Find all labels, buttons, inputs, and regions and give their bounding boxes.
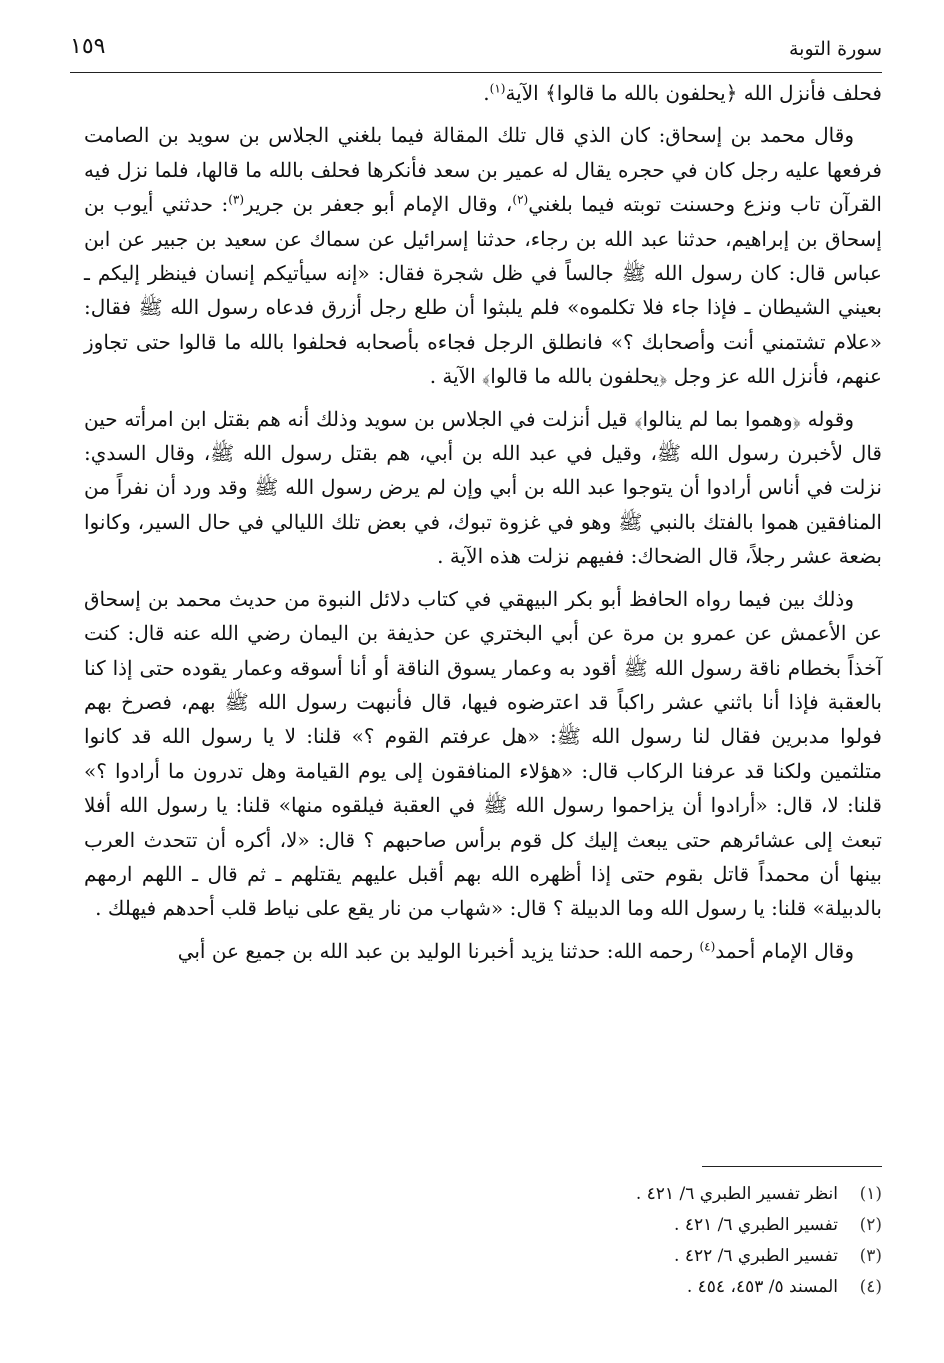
footnote-text: تفسير الطبري ٦/ ٤٢١ . (674, 1215, 838, 1235)
surah-title: سورة التوبة (789, 38, 882, 60)
paragraph-3 (84, 402, 882, 574)
footnote-text: المسند ٥/ ٤٥٣، ٤٥٤ . (686, 1277, 838, 1297)
footnote-2 (84, 1210, 882, 1241)
paragraph-text: وقال محمد بن إسحاق: كان الذي قال تلك المقالة فيما بلغني الجلاس بن سويد بن الصامت فرفعها عليه رجل كان في حجره يقال له عمير بن سعد فأنكرها فحلف بالله ما قالها، فلما نزل فيه القرآن تاب ونزع وحسنت توبته فيما بلغني (84, 123, 882, 217)
paragraph-2 (84, 118, 882, 393)
main-text (84, 76, 882, 976)
paragraph-text: رحمه الله: حدثنا يزيد أخبرنا الوليد بن عبد الله بن جميع عن أبي (177, 938, 694, 963)
footnote-number: (٢) (859, 1215, 882, 1235)
paragraph-5 (84, 934, 882, 968)
footnote-ref-1: (١) (489, 81, 506, 96)
paragraph-text: فحلف فأنزل الله ﴿يحلفون بالله ما قالوا﴾ الآية (505, 81, 882, 105)
footnotes (84, 1166, 882, 1303)
footnote-ref-2: (٢) (512, 192, 529, 207)
paragraph-1: فحلف فأنزل الله ﴿يحلفون بالله ما قالوا﴾ الآية$^{(١)}$. (483, 81, 882, 105)
footnote-4 (84, 1272, 882, 1303)
footnote-1 (84, 1179, 882, 1210)
footnote-divider (702, 1166, 882, 1167)
paragraph-4 (84, 582, 882, 926)
footnote-text: تفسير الطبري ٦/ ٤٢٢ . (674, 1246, 838, 1266)
footnote-number: (١) (859, 1184, 882, 1204)
footnote-number: (٤) (859, 1277, 882, 1297)
footnote-3 (84, 1241, 882, 1272)
paragraph-text: وقوله ﴿وهموا بما لم ينالوا﴾ قيل أنزلت في الجلاس بن سويد وذلك أنه هم بقتل ابن امرأته حين قال لأخبرن رسول الله ﷺ، وقيل في عبد الله بن أبي، هم بقتل رسول الله ﷺ، وقال السدي: نزلت في أناس أرادوا أن يتوجوا عبد الله بن أبي وإن لم يرض رسول الله ﷺ وقد ورد أن نفراً من المنافقين هموا بالفتك بالنبي ﷺ وهو في غزوة تبوك، في بعض تلك الليالي في حال السير، وكانوا بضعة عشر رجلاً، قال الضحاك: ففيهم نزلت هذه الآية . (84, 406, 882, 569)
paragraph-text: وقال الإمام أحمد (715, 938, 854, 963)
paragraph-text: ، وقال الإمام أبو جعفر بن جرير (244, 192, 513, 217)
footnote-number: (٣) (859, 1246, 882, 1266)
page-header (70, 30, 882, 73)
footnote-ref-3: (٣) (228, 192, 245, 207)
paragraph-text: : حدثني أيوب بن إسحاق بن إبراهيم، حدثنا عبد الله بن رجاء، حدثنا إسرائيل عن سماك عن سعيد بن جبير عن ابن عباس قال: كان رسول الله ﷺ جالساً في ظل شجرة فقال: «إنه سيأتيكم إنسان فينظر إليكم ـ بعيني الشيطان ـ فإذا جاء فلا تكلموه» فلم يلبثوا أن طلع رجل أزرق فدعاه رسول الله ﷺ فقال: «علام تشتمني أنت وأصحابك ؟» فانطلق الرجل فجاءه بأصحابه فحلفوا بالله ما قالوا حتى تجاوز عنهم، فأنزل الله عز وجل ﴿يحلفون بالله ما قالوا﴾ الآية . (84, 192, 882, 389)
page-number: ١٥٩ (70, 34, 106, 59)
footnote-ref-4: (٤) (699, 939, 716, 954)
paragraph-text: وذلك بين فيما رواه الحافظ أبو بكر البيهقي في كتاب دلائل النبوة من حديث محمد بن إسحاق عن الأعمش عن عمرو بن مرة عن أبي البختري عن حذيفة بن اليمان رضي الله عنه قال: كنت آخذاً بخطام ناقة رسول الله ﷺ أقود به وعمار يسوق الناقة أو أنا أسوقه وعمار يقوده حتى إذا كنا بالعقبة فإذا أنا باثني عشر راكباً قد اعترضوه فيها، قال فأنبهت رسول الله ﷺ بهم، فصرخ بهم فولوا مدبرين فقال لنا رسول الله ﷺ: «هل عرفتم القوم ؟» قلنا: لا يا رسول الله قد كانوا متلثمين ولكنا قد عرفنا الركاب قال: «هؤلاء المنافقون إلى يوم القيامة وهل تدرون ما أرادوا ؟» قلنا: لا، قال: «أرادوا أن يزاحموا رسول الله ﷺ في العقبة فيلقوه منها» قلنا: يا رسول الله أفلا تبعث إلى عشائرهم حتى يبعث إليك كل قوم برأس صاحبهم ؟ قال: «لا، أكره أن تتحدث العرب بينها أن محمداً قاتل بقوم حتى إذا أظهره الله بهم أقبل عليهم يقتلهم ـ ثم قال ـ اللهم ارمهم بالدبيلة» قلنا: يا رسول الله وما الدبيلة ؟ قال: «شهاب من نار يقع على نياط قلب أحدهم فيهلك . (84, 586, 883, 921)
footnote-text: انظر تفسير الطبري ٦/ ٤٢١ . (635, 1184, 838, 1204)
